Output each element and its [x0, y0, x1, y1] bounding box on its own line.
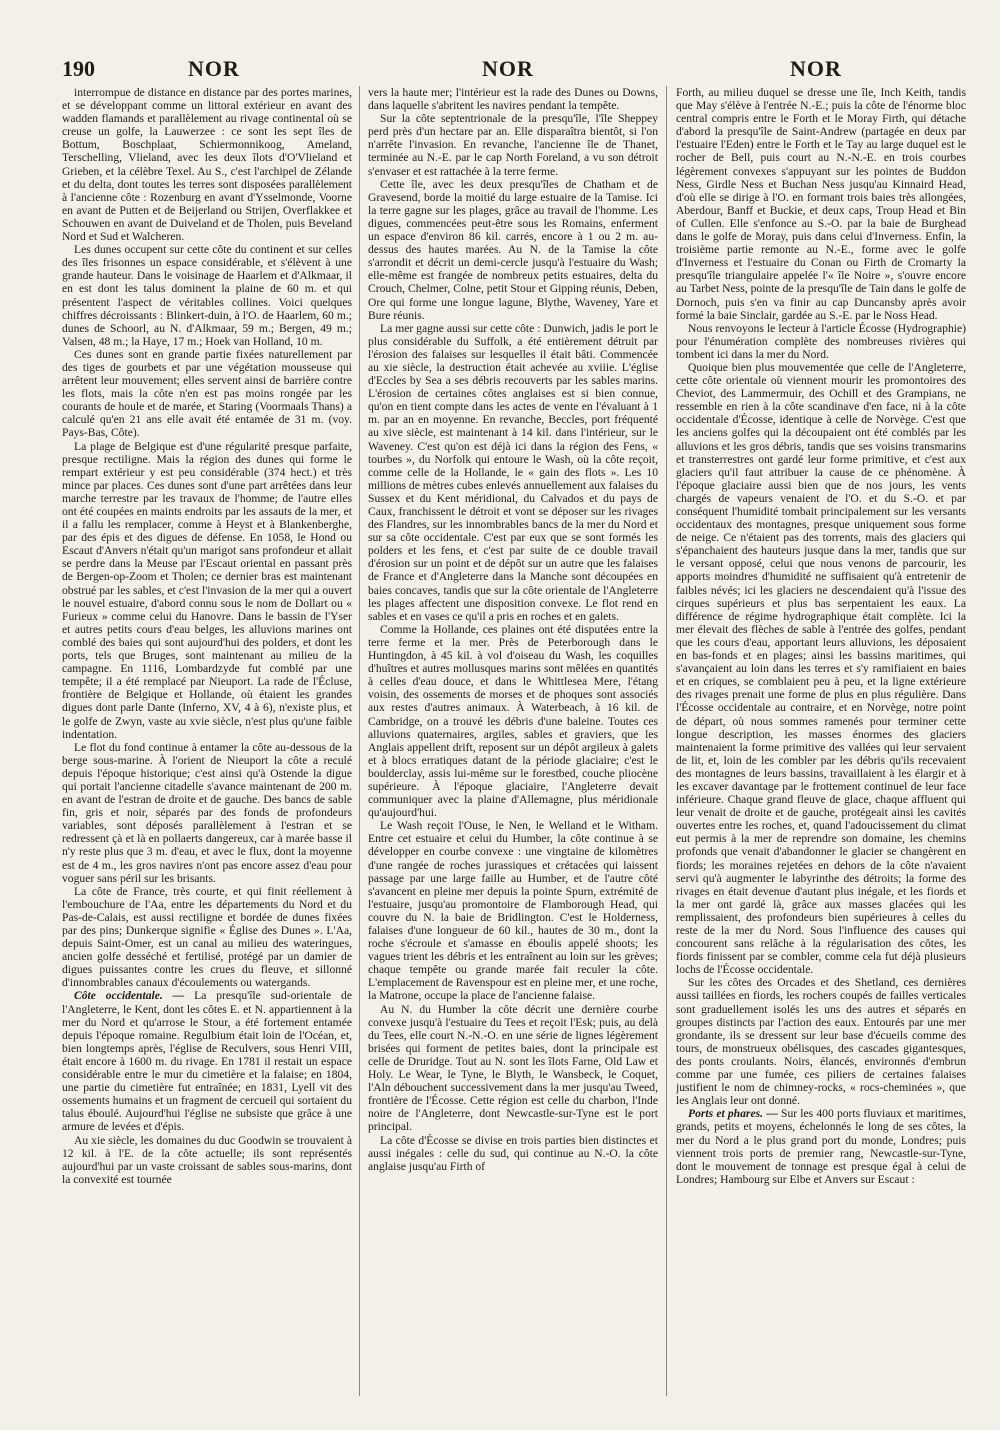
headword-right: NOR [790, 56, 842, 81]
text-column-3 [676, 86, 966, 1396]
running-head [0, 56, 1000, 86]
article-paragraph: Sur la côte septentrionale de la presqu'île, l'île Sheppey perd près d'un hectare par an. Elle disparaîtra bientôt, si l'on n'arrête l'invasion. En revanche, l'ancienne île de Thanet, terminée au N.-E. par le cap North Foreland, a vu son détroit s'envaser et est rattachée à la terre ferme. [368, 112, 658, 178]
article-paragraph: Au N. du Humber la côte décrit une dernière courbe convexe jusqu'à l'estuaire du Tees et reçoit l'Esk; puis, au delà du Tees, elle court N.-N.-O. en une série de lignes légèrement brisées qui forment de petites baies, dont la principale est celle de Druridge. Tout au N. sont les îlots Farne, Old Law et Holy. Le Wear, le Tyne, le Blyth, le Wansbeck, le Coquet, l'Aln débouchent successivement dans la mer jusqu'au Tweed, frontière de l'Écosse. Cette région est celle du charbon, l'Inde noire de l'Angleterre, dont Newcastle-sur-Tyne est le port principal. [368, 1002, 658, 1134]
article-paragraph: La côte de France, très courte, et qui finit réellement à l'embouchure de l'Aa, entre les départements du Nord et du Pas-de-Calais, est aussi rectiligne et bordée de dunes fixées par des pins; Dunkerque signifie « Église des Dunes ». L'Aa, depuis Saint-Omer, est un canal au milieu des wateringues, ancien golfe desséché et fertilisé, protégé par un damier de digues puissantes contre les crues du fleuve, et sillonné d'innombrables canaux d'écoulements ou watergands. [62, 884, 352, 990]
headword-center: NOR [482, 56, 534, 81]
column-divider [359, 86, 360, 1396]
article-paragraph: Ces dunes sont en grande partie fixées naturellement par des tiges de gourbets et par une végétation mousseuse qui arrêtent leur mouvement; elles servent ainsi de barrière contre les flots, mais la côte n'en est pas moins rongée par les courants de houle et de marée, et Staring (Voormaals Thans) a calculé qu'en 21 ans elle avait été entamée de 31 m. (voy. Pays-Bas, Côte). [62, 347, 352, 440]
article-paragraph: Comme la Hollande, ces plaines ont été disputées entre la terre ferme et la mer. Près de Peterborough dans le Huntingdon, à 45 kil. à vol d'oiseau du Wash, les coquilles d'huîtres et autres mollusques marins sont mêlées en quantités à celles d'eau douce, et dans le Whittlesea Mere, l'étang voisin, des ossements de morses et de phoques sont associés aux restes d'autres animaux. À Waterbeach, à 16 kil. de Cambridge, on a trouvé les débris d'une baleine. Toutes ces alluvions quaternaires, argiles, sables et graviers, que les Anglais appellent drift, reposent sur un dépôt argileux à galets et à blocs erratiques datant de la période glaciaire; c'est le boulderclay, assis lui-même sur le forestbed, couche pliocène supérieure. À l'époque glaciaire, l'Angleterre devait communiquer avec la plaine d'Allemagne, plus méridionale qu'aujourd'hui. [368, 622, 658, 820]
article-paragraph: Quoique bien plus mouvementée que celle de l'Angleterre, cette côte orientale où viennent mourir les promontoires des Cheviot, des Lammermuir, des Ochill et des Grampians, ne ressemble en rien à la côte scandinave d'en face, ni à la côte occidentale d'Écosse, identique à celle de Norvège. C'est que les anciens golfes qui la découpaient ont été comblés par les alluvions et les gros débris, tandis que ses voisins transmarins et transterrestres ont gardé leur forme primitive, et c'est aux glaciers qu'il faut attribuer la cause de ce phénomène. À l'époque glaciaire aussi bien que de nos jours, les vents chargés de vapeurs venaient de l'O. et du S.-O. et par conséquent l'humidité tombait principalement sur les versants occidentaux des montagnes, presque uniquement sous forme de neige. Ce n'étaient pas des torrents, mais des glaciers qui s'épanchaient des hauteurs jusque dans la mer, tandis que sur le versant opposé, celui que nous venons de parcourir, les apports moindres d'humidité ne suffisaient qu'à entretenir de faibles névés; ici les glaciers ne descendaient qu'à l'issue des cirques supérieurs et plus bas serpentaient les eaux. La différence de régime hydrographique était complète. Ici la mer élevait des flèches de sable à l'entrée des golfes, pendant que les cours d'eau, apportant leurs alluvions, les déposaient en bas-fonds et en plages; ainsi les bassins maritimes, qui s'avançaient au loin dans les terres et s'y ramifiaient en baies et en criques, se comblaient peu à peu, et la ligne extérieure des rivages prenait une forme de plus en plus régulière. Dans l'Écosse occidentale au contraire, et en Norvège, notre point de départ, où nous sommes ramenés pour terminer cette longue description, les masses énormes des glaciers maintenaient la forme primitive des vallées qui leur servaient de lit, et, loin de les combler par les débris qu'ils recevaient des montagnes de leurs bassins, travaillaient à les élargir et à les excaver davantage par le frottement continuel de leur face inférieure. Chaque grand fleuve de glace, chaque affluent qui leur venait de droite et de gauche, protégeait ainsi les cavités ouvertes entre les roches, et, quand l'adoucissement du climat eut permis à la mer de reprendre son domaine, les chemins profonds que venait d'abandonner le glacier se changèrent en fiords; les moraines rejetées en dehors de la côte n'avaient servi qu'à augmenter le labyrinthe des détroits; la forme des rivages en était devenue d'autant plus inégale, et les fiords et la mer ont gardé là, grâce aux masses glacées qui les remplissaient, des profondeurs bien supérieures à celles du reste de la mer du Nord. Sous l'influence des causes qui concourent sans relâche à la régularisation des côtes, les fiords finissent par se combler, comme cela fut déjà plusieurs lochs de l'Écosse occidentale. [676, 360, 966, 977]
article-paragraph: La plage de Belgique est d'une régularité presque parfaite, presque rectiligne. Mais la région des dunes qui forme le rempart extérieur y est peu considérable (374 hect.) et très mince par places. Ces dunes sont d'une part arrêtées dans leur marche terrestre par les travaux de l'homme; de l'autre elles ont été coupées en maints endroits par les assauts de la mer, et il a fallu les remplacer, comme à Heyst et à Blankenberghe, par des épis et des digues de défense. En 1058, le Hond ou Escaut d'Anvers n'était qu'un marigot sans profondeur et allait se perdre dans la Meuse par l'Escaut oriental en passant près de Bergen-op-Zoom et Tholen; ce dernier bras est maintenant obstrué par les sables, et c'est l'invasion de la mer qui a ouvert le nouvel estuaire, d'abord connu sous le nom de Dollart ou « Furieux » comme celui du Hanovre. Dans le bassin de l'Yser et autres petits cours d'eau belges, les alluvions marines ont comblé des baies qui sont aujourd'hui des polders, et dont les ports, tels que Bruges, sont maintenant au milieu de la campagne. En 1116, Lombardzyde fut comblé par une tempête; il a été remplacé par Nieuport. La rade de l'Écluse, frontière de Belgique et Hollande, où étaient les grandes digues dont parle Dante (Inferno, XV, 4 à 6), n'existe plus, et le golfe de Zwyn, vaste au xvie siècle, n'est plus qu'une faible indentation. [62, 439, 352, 741]
article-paragraph: Le Wash reçoit l'Ouse, le Nen, le Welland et le Witham. Entre cet estuaire et celui du Humber, la côte continue à se développer en courbe convexe : une vingtaine de kilomètres d'une rangée de roches jurassiques et crétacées qui laissent passage par une large faille au Humber, et de l'autre côté s'avancent en pleine mer depuis la pointe Spurn, extrémité de l'estuaire, jusqu'au promontoire de Flamborough Head, qui couvre du N. la baie de Bridlington. C'est le Holderness, falaises d'une longueur de 60 kil., hautes de 30 m., dont la roche s'écroule et s'amasse en éboulis appelé shoots; les vagues trient les débris et les entraînent au loin sur les grèves; chaque tempête ou grande marée fait reculer la côte. L'emplacement de Ravenspour est en pleine mer, et une roche, la Matrone, occupe la place de l'ancienne falaise. [368, 819, 658, 1003]
headword-left: NOR [188, 56, 240, 81]
article-paragraph: Forth, au milieu duquel se dresse une île, Inch Keith, tandis que May s'élève à l'entrée N.-E.; puis la côte de l'énorme bloc central compris entre le Forth et le Moray Firth, qui détache d'abord la presqu'île de Saint-Andrew (partagée en deux par l'estuaire l'Eden) entre le Forth et le Tay au large duquel est le rocher de Bell, puis court au N.-N.-E. en trois courbes légèrement convexes s'appuyant sur les pointes de Buddon Ness, Girdle Ness et Buchan Ness jusqu'au Kinnaird Head, d'où elle se dirige à l'O. en formant trois baies très allongées, Aberdour, Banff et Buckie, et deux caps, Troup Head et Bin of Cullen. Elle s'enfonce au S.-O. par la baie de Burghead dans le golfe de Moray, puis dans celui d'Inverness. Enfin, la troisième partie remonte au N.-E., forme avec le golfe d'Inverness et l'estuaire du Conan ou Firth de Cromarty la presqu'île triangulaire appelée l'« île Noire », s'ouvre encore au Tarbet Ness, pointe de la presqu'île de Tain dans le golfe de Dornoch, puis s'en va finir au cap Duncansby après avoir formé la baie Sinclair, gardée au S.-E. par le Noss Head. [676, 86, 966, 322]
section-heading: Côte occidentale. — [74, 989, 185, 1003]
article-paragraph [62, 989, 352, 1133]
text-column-1 [62, 86, 352, 1396]
article-paragraph: La mer gagne aussi sur cette côte : Dunwich, jadis le port le plus considérable du Suffolk, a été entièrement détruit par l'érosion des falaises sur lesquelles il était bâti. Commencée au xie siècle, la destruction était achevée au xviiie. L'église d'Eccles by Sea a ses débris recouverts par les sables marins. L'érosion de certaines côtes anglaises est si bien connue, qu'on en tient compte dans les actes de vente en l'évaluant à 1 m. par an en moyenne. En revanche, Beccles, port fréquenté au xive siècle, est maintenant à 14 kil. dans l'intérieur, sur le Waveney. C'est qu'on est déjà ici dans la région des Fens, « tourbes », du Norfolk qui entoure le Wash, où la côte reçoit, comme celle de la Hollande, le « gain des flots ». Les 10 millions de mètres cubes enlevés annuellement aux falaises du Sussex et du Kent méridional, du Calvados et du pays de Caux, franchissent le détroit et vont se déposer sur les rivages des Flandres, sur les innombrables bancs de la mer du Nord et sur sa côte occidentale. C'est par eux que se sont formés les polders et les fens, et c'est par suite de ce double travail d'érosion sur un point et de dépôt sur un autre que les falaises de France et d'Angleterre dans la Manche sont découpées en baies concaves, tandis que sur la côte orientale de l'Angleterre les plages affectent une disposition convexe. Le flot rend en sables et en vases ce qu'il a pris en roches et en galets. [368, 321, 658, 623]
article-paragraph: La côte d'Écosse se divise en trois parties bien distinctes et aussi inégales : celle du sud, qui continue au N.-O. la côte anglaise jusqu'au Firth of [368, 1133, 658, 1173]
section-body: La presqu'île sud-orientale de l'Angleterre, le Kent, dont les côtes E. et N. appartiennent à la mer du Nord et qu'arrose le Stour, a été fortement entamée depuis l'époque romaine. Regulbium était loin de l'Océan, et, bien longtemps après, l'église de Reculvers, sous Henri VIII, était encore à 1600 m. du rivage. En 1781 il restait un espace considérable entre le mur du cimetière et la falaise; en 1804, une partie du cimetière fut entraînée; en 1831, Lyell vit des ossements humains et un fragment de cercueil qui sortaient du talus éboulé. Aujourd'hui l'église ne subsiste que grâce à une armure de levées et d'épis. [62, 989, 352, 1134]
column-divider [666, 86, 667, 1396]
article-paragraph: interrompue de distance en distance par des portes marines, et se développant comme un littoral extérieur en avant des wadden flamands et parallèlement au rivage continental où se creuse un golfe, la Lauwerzee : ce sont les sept îles de Bottum, Boschplaat, Schiermonnikoog, Ameland, Terschelling, Vlieland, avec les deux îlots d'O'Vlieland et Grieben, et la célèbre Texel. Au S., c'est l'archipel de Zélande et du delta, dont toutes les terres sont disposées parallèlement à l'ancienne côte : Rozenburg en avant d'Ysselmonde, Voorne en avant de Putten et de Beijerland ou Strijen, Overflakkee et Schouwen en avant de Duiveland et de Tholen, puis Beveland Nord et Sud et Walcheren. [62, 86, 352, 244]
page-number: 190 [62, 56, 95, 81]
section-heading: Ports et phares. — [688, 1107, 778, 1121]
article-paragraph: Les dunes occupent sur cette côte du continent et sur celles des îles frisonnes un espace considérable, et s'élèvent à une grande hauteur. Dans le voisinage de Haarlem et d'Alkmaar, il en est dont les talus dominent la plaine de 60 m. et qui présentent l'aspect de véritables collines. Voici quelques chiffres décroissants : Blinkert-duin, à l'O. de Haarlem, 60 m.; dunes de Schoorl, au N. d'Alkmaar, 59 m.; Bergen, 49 m.; Valsen, 48 m.; la Haye, 17 m.; Hoek van Holland, 10 m. [62, 243, 352, 348]
article-paragraph: Nous renvoyons le lecteur à l'article Écosse (Hydrographie) pour l'énumération complète des nombreuses rivières qui tombent ici dans la mer du Nord. [676, 321, 966, 361]
article-paragraph: Au xie siècle, les domaines du duc Goodwin se trouvaient à 12 kil. à l'E. de la côte actuelle; ils sont représentés aujourd'hui par un vaste croissant de sables sous-marins, dont la convexité est tournée [62, 1133, 352, 1186]
article-paragraph: Cette île, avec les deux presqu'îles de Chatham et de Gravesend, borde la moitié du large estuaire de la Tamise. Ici la terre gagne sur les plages, grâce au travail de l'homme. Les digues, commencées peut-être sous les Romains, enferment un espace d'environ 86 kil. carrés, encore à 1 ou 2 m. au-dessus des hautes marées. Au N. de la Tamise la côte s'arrondit et décrit un demi-cercle jusqu'à l'estuaire du Wash; elle-même est frangée de nombreux petits estuaires, delta du Crouch, Chelmer, Colne, petit Stour et Gipping réunis, Deben, Ore qui forme une longue lagune, Blythe, Waveney, Yare et Bure réunis. [368, 177, 658, 322]
article-paragraph [676, 1107, 966, 1186]
text-column-2 [368, 86, 658, 1396]
section-body: Sur les 400 ports fluviaux et maritimes, grands, petits et moyens, échelonnés le long de ses côtes, la mer du Nord a le plus grand port du monde, Londres; puis viennent trois ports de premier rang, Newcastle-sur-Tyne, dont le mouvement de tonnage est presque égal à celui de Londres; Hambourg sur Elbe et Anvers sur Escaut : [676, 1107, 966, 1186]
article-paragraph: vers la haute mer; l'intérieur est la rade des Dunes ou Downs, dans laquelle s'abritent les navires pendant la tempête. [368, 86, 658, 113]
article-paragraph: Le flot du fond continue à entamer la côte au-dessous de la berge sous-marine. À l'orient de Nieuport la côte a reculé depuis l'époque historique; c'est ainsi qu'à Ostende la digue qui portait l'ancienne citadelle s'avance maintenant de 200 m. en avant de l'estran de droite et de gauche. Des bancs de sable fin, gris et noir, séparés par des fonds de profondeurs variables, sont déposés parallèlement à l'estran et se redressent çà et là en pollaerts dangereux, car à marée basse il n'y reste plus que 3 m. d'eau, et avec le flux, dont la moyenne est de 4 m., les gros navires n'ont pas encore assez d'eau pour voguer sans péril sur les brisants. [62, 740, 352, 885]
article-paragraph: Sur les côtes des Orcades et des Shetland, ces dernières aussi taillées en fiords, les rochers coupés de failles verticales sont graduellement isolés les uns des autres et séparés en groupes distincts par l'action des eaux. Entourés par une mer grondante, ils se dressent sur leur base d'écueils comme des tours, de monstrueux obélisques, des cascades gigantesques, des ponts croulants. Noirs, élancés, environnés d'embrun comme par une fumée, ces piliers de certaines falaises justifient le nom de chimney-rocks, « rocs-cheminées », que les Anglais leur ont donné. [676, 976, 966, 1108]
